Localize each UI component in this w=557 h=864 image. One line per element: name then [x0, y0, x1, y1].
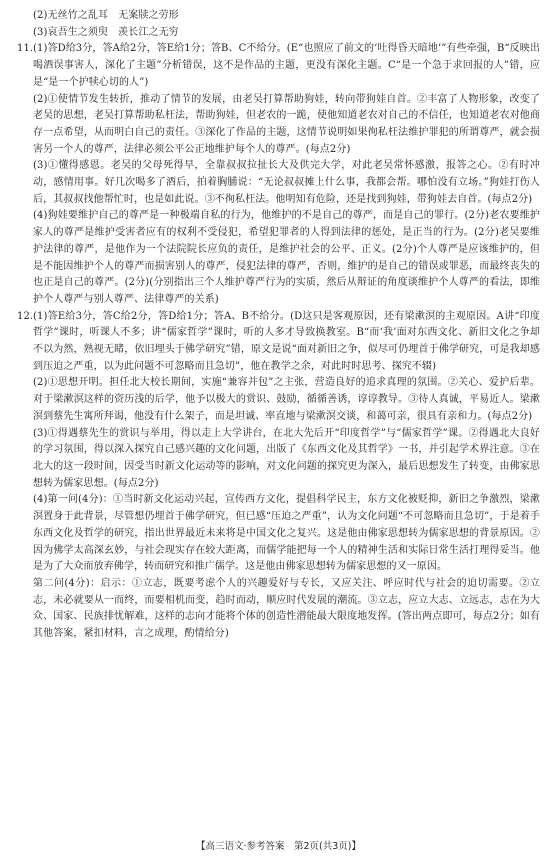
question-11-part-2: (2)①使情节发生转折，推动了情节的发展，由老吴打算帮助狗娃，转向带狗娃自首。②丰富了人物形象，改变了老吴的思想，老吴打算帮助私枉法，帮助狗娃，但老农的一跪，使他知道老农对自己的不信任，也知道老农对他商存一点希望，从而明白自己的责任。③深化了作品的主题，这情节说明如果徇私枉法维护罪犯的所谓尊严，就会损害另一个人的尊严，法律必须公平公正地维护每个人的尊严。(每点2分): [33, 93, 540, 155]
question-12-part-3: (3)①得遇蔡先生的赏识与举用，得以走上大学讲台，在北大先后开“印度哲学”与“儒家哲学”课。②得遇北大良好的学习氛围，得以深入探究自己感兴趣的文化问题，出版了《东西文化及其哲学》一书，并引起学术界注意。③在北大的这一段时间，因受当时新文化运动等的影响，对文化问题的探究更为深入，最后思想发生了转变，由佛家思想转为儒家思想。(每点2分): [33, 427, 540, 489]
question-11-part-1: [17, 41, 540, 91]
question-12-part-2: (2)①思想开明。担任北大校长期间，实施“兼容并包”之主张，营造良好的追求真理的氛围。②关心、爱护后辈。对于梁漱溟这样的资历浅的后学，他予以极大的赏识、鼓励，循循善诱，谆谆教导。③待人真诚，平易近人。梁漱溟到蔡先生寓所拜谒，他没有什么架子，而是坦诚、率直地与梁漱溟交谈，和蔼可亲，很具有亲和力。(每点2分): [33, 377, 540, 422]
question-12-part-4-second: 第二问(4分)：启示：①立志，既要考虑个人的兴趣爱好与专长，又应关注、呼应时代与社会的迫切需要。②立志，未必就要从一而终，而要相机而变，趋时而动，顺应时代发展的潮流。③立志，应立大志、立远志，志在为大众、国家、民族排忧解难，这样的志向才能将个体的创造性潜能最大限度地发挥。(答出两点即可，每点2分；如有其他答案，紧扣材料，言之成理，酌情给分): [33, 577, 540, 640]
question-text: (1)答D给3分，答A给2分，答E给1分；答B、C不给分。(E“也照应了前文的‘吐得昏天暗地’”有些牵强，B“反映出喝酒误事害人，深化了主题”分析错误，这不是作品的主题，更没有深化主题。C“是一个急于求回报的人”错，应是“是一个护犊心切的人”): [33, 43, 540, 88]
question-number: 12.: [17, 310, 34, 322]
answer-line: (2)无丝竹之乱耳 无案牍之劳形: [33, 10, 179, 21]
question-11-part-4: (4)狗娃要维护自己的尊严是一种极端自私的行为，他维护的不是自己的尊严，而是自己的罪行。(2分)老农要维护家人的尊严是维护受害者应有的权利不受侵犯，希望犯罪者的人得到法律的惩处，是正当的行为。(2分)老吴要维护法律的尊严，是他作为一个法院院长应负的责任，是维护社会的公平、正义。(2分)个人尊严是应该维护的，但是不能因维护个人的尊严而损害别人的尊严，侵犯法律的尊严，否则，维护的是自己的错误或罪恶，而最终丧失的也正是自己的尊严。(2分)(分别指出三个人维护尊严行为的实质，然后从辩证的角度谈维护个人尊严的看法，即维护个人尊严与别人尊严、法律尊严的关系): [33, 210, 540, 305]
question-text: (1)答E给3分，答C给2分，答D给1分；答A、B不给分。(D这只是客观原因，还有梁漱溟的主观原因。A讲“印度哲学”课时，听课人不多；讲“儒家哲学”课时，听的人多才导致换教室。B“而‘我’面对东西文化、新旧文化之争却不以为然，熟视无睹，依旧埋头于佛学研究”错，原文是说“面对新旧之争，似尽可仍埋首于佛学研究，可是我却感到压迫之严重，以为此问题不可忽略而且急切”，他在教学之余，对此时时思考、探究不辍): [33, 310, 540, 372]
question-number: 11.: [17, 43, 34, 55]
question-12-part-4: (4)第一问(4分)：①当时新文化运动兴起，宣传西方文化，提倡科学民主，东方文化被贬抑，新旧之争激烈，梁漱溟置身于此背景，尽管想仍埋首于佛学研究，但已感“压迫之严重”，认为文化问题“不可忽略而且急切”，于是着手东西文化及哲学的研究，指出世界最近未来将是中国文化之复兴。这是他由佛家思想转为儒家思想的背景原因。②因为佛学太高深玄妙，与社会现实存在较大距离，而儒学能把每一个人的精神生活和实际日常生活打理得妥当。他是为了大众而放弃佛学，转而研究和推广儒学。这是他由佛家思想转为儒家思想的又一原因。: [33, 494, 540, 573]
question-12-part-1: [17, 309, 540, 376]
page-footer: 【高三语文·参考答案 第2页(共3页)】: [195, 841, 362, 852]
question-11-part-3: (3)①懂得感恩。老吴的父母死得早，全靠叔叔拉扯长大及供完大学，对此老吴常怀感激，报答之心。②有时冲动，感情用事。好几次喝多了酒后，拍着胸脯说：“无论叔叔摊上什么事，我都会帮。哪怕没有立场。”狗娃打伤人后，其叔叔找他帮忙时，也是如此说。③不徇私枉法。他明知有危险，还是找到狗娃，带狗娃去自首。(每点2分): [33, 160, 540, 205]
answer-line: (3)哀吾生之须臾 羡长江之无穷: [33, 26, 179, 38]
